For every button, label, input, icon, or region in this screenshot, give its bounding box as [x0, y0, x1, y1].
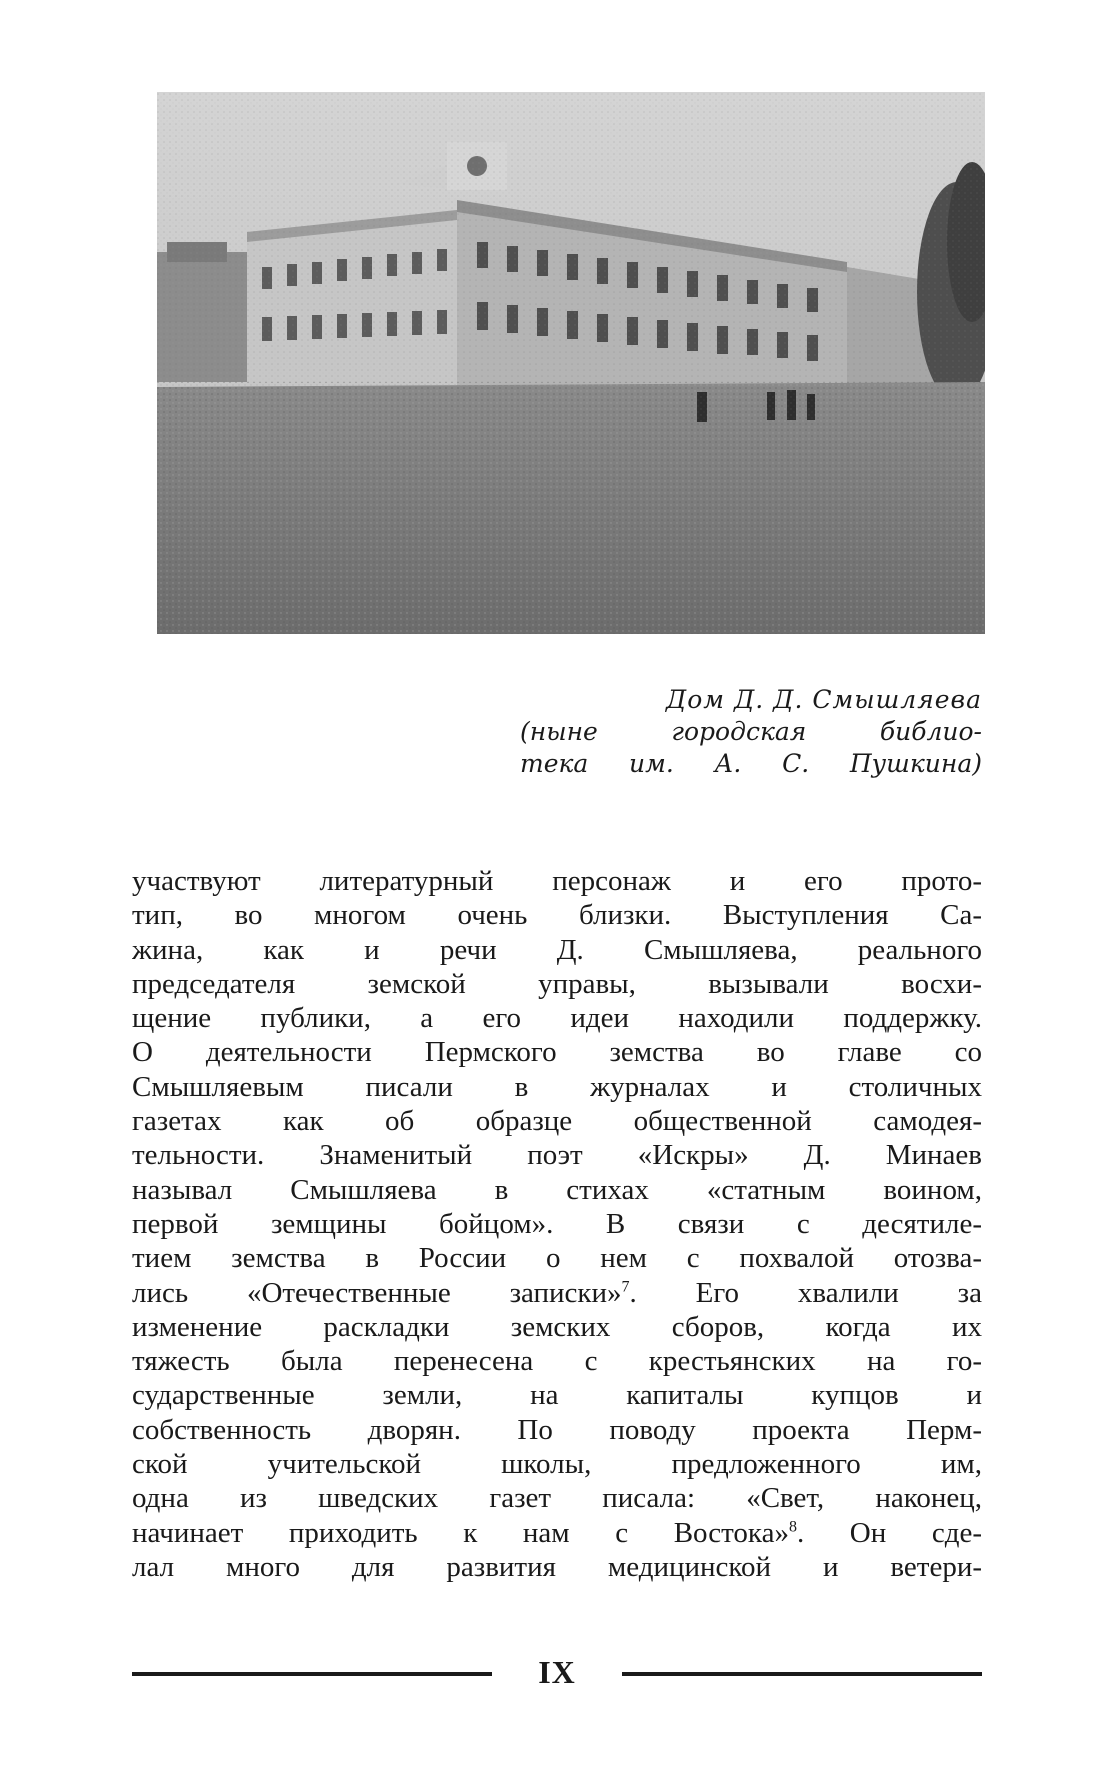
body-line-text: начинает приходить к нам с Востока»: [132, 1516, 789, 1549]
footnote-ref[interactable]: 8: [788, 1517, 797, 1535]
body-line: изменение раскладки земских сборов, когда их: [132, 1310, 982, 1343]
body-text: [132, 864, 982, 1584]
building-photo-illustration: [157, 92, 985, 634]
body-line: тием земства в России о нем с похвалой отозва-: [132, 1242, 982, 1275]
body-line: участвуют литературный персонаж и его прото-: [132, 865, 982, 897]
body-line: тип, во многом очень близки. Выступления Са-: [132, 899, 982, 932]
body-line: сударственные земли, на капиталы купцов и: [132, 1379, 982, 1412]
body-line-text: . Его хвалили за: [629, 1276, 982, 1309]
footer-rule-right: [622, 1672, 982, 1676]
caption-line: тека им. А. С. Пушкина): [520, 749, 982, 778]
page-footer: [132, 1652, 982, 1692]
body-line: газетах как об образце общественной самодея-: [132, 1105, 982, 1138]
body-line: жина, как и речи Д. Смышляева, реального: [132, 933, 982, 966]
body-line: собственность дворян. По поводу проекта Перм-: [132, 1413, 982, 1446]
body-line: щение публики, а его идеи находили поддержку.: [132, 1002, 982, 1035]
body-line: Смышляевым писали в журналах и столичных: [132, 1070, 982, 1103]
body-line: председателя земской управы, вызывали восхи-: [132, 967, 982, 1000]
body-line: одна из шведских газет писала: «Свет, наконец,: [132, 1482, 982, 1515]
caption-line: (ныне городская библио-: [520, 717, 982, 746]
body-line-text: лись «Отечественные записки»: [132, 1276, 622, 1309]
body-line: О деятельности Пермского земства во главе со: [132, 1036, 982, 1069]
photo-caption: [520, 684, 982, 780]
body-line: тяжесть была перенесена с крестьянских на го-: [132, 1345, 982, 1378]
body-line-with-footnote: [132, 1276, 982, 1310]
body-line: первой земщины бойцом». В связи с десятиле-: [132, 1207, 982, 1240]
body-line: ской учительской школы, предложенного им,: [132, 1448, 982, 1481]
page-number: IX: [538, 1654, 576, 1690]
footnote-ref[interactable]: 7: [621, 1277, 630, 1295]
body-line: называл Смышляева в стихах «статным воином,: [132, 1173, 982, 1206]
body-line: лал много для развития медицинской и ветери-: [132, 1550, 982, 1583]
body-line-with-footnote: [132, 1516, 982, 1550]
caption-line: Дом Д. Д. Смышляева: [665, 685, 982, 714]
body-line-text: . Он сде-: [796, 1516, 982, 1549]
building-photo: [157, 92, 985, 634]
body-line: тельности. Знаменитый поэт «Искры» Д. Минаев: [132, 1139, 982, 1172]
